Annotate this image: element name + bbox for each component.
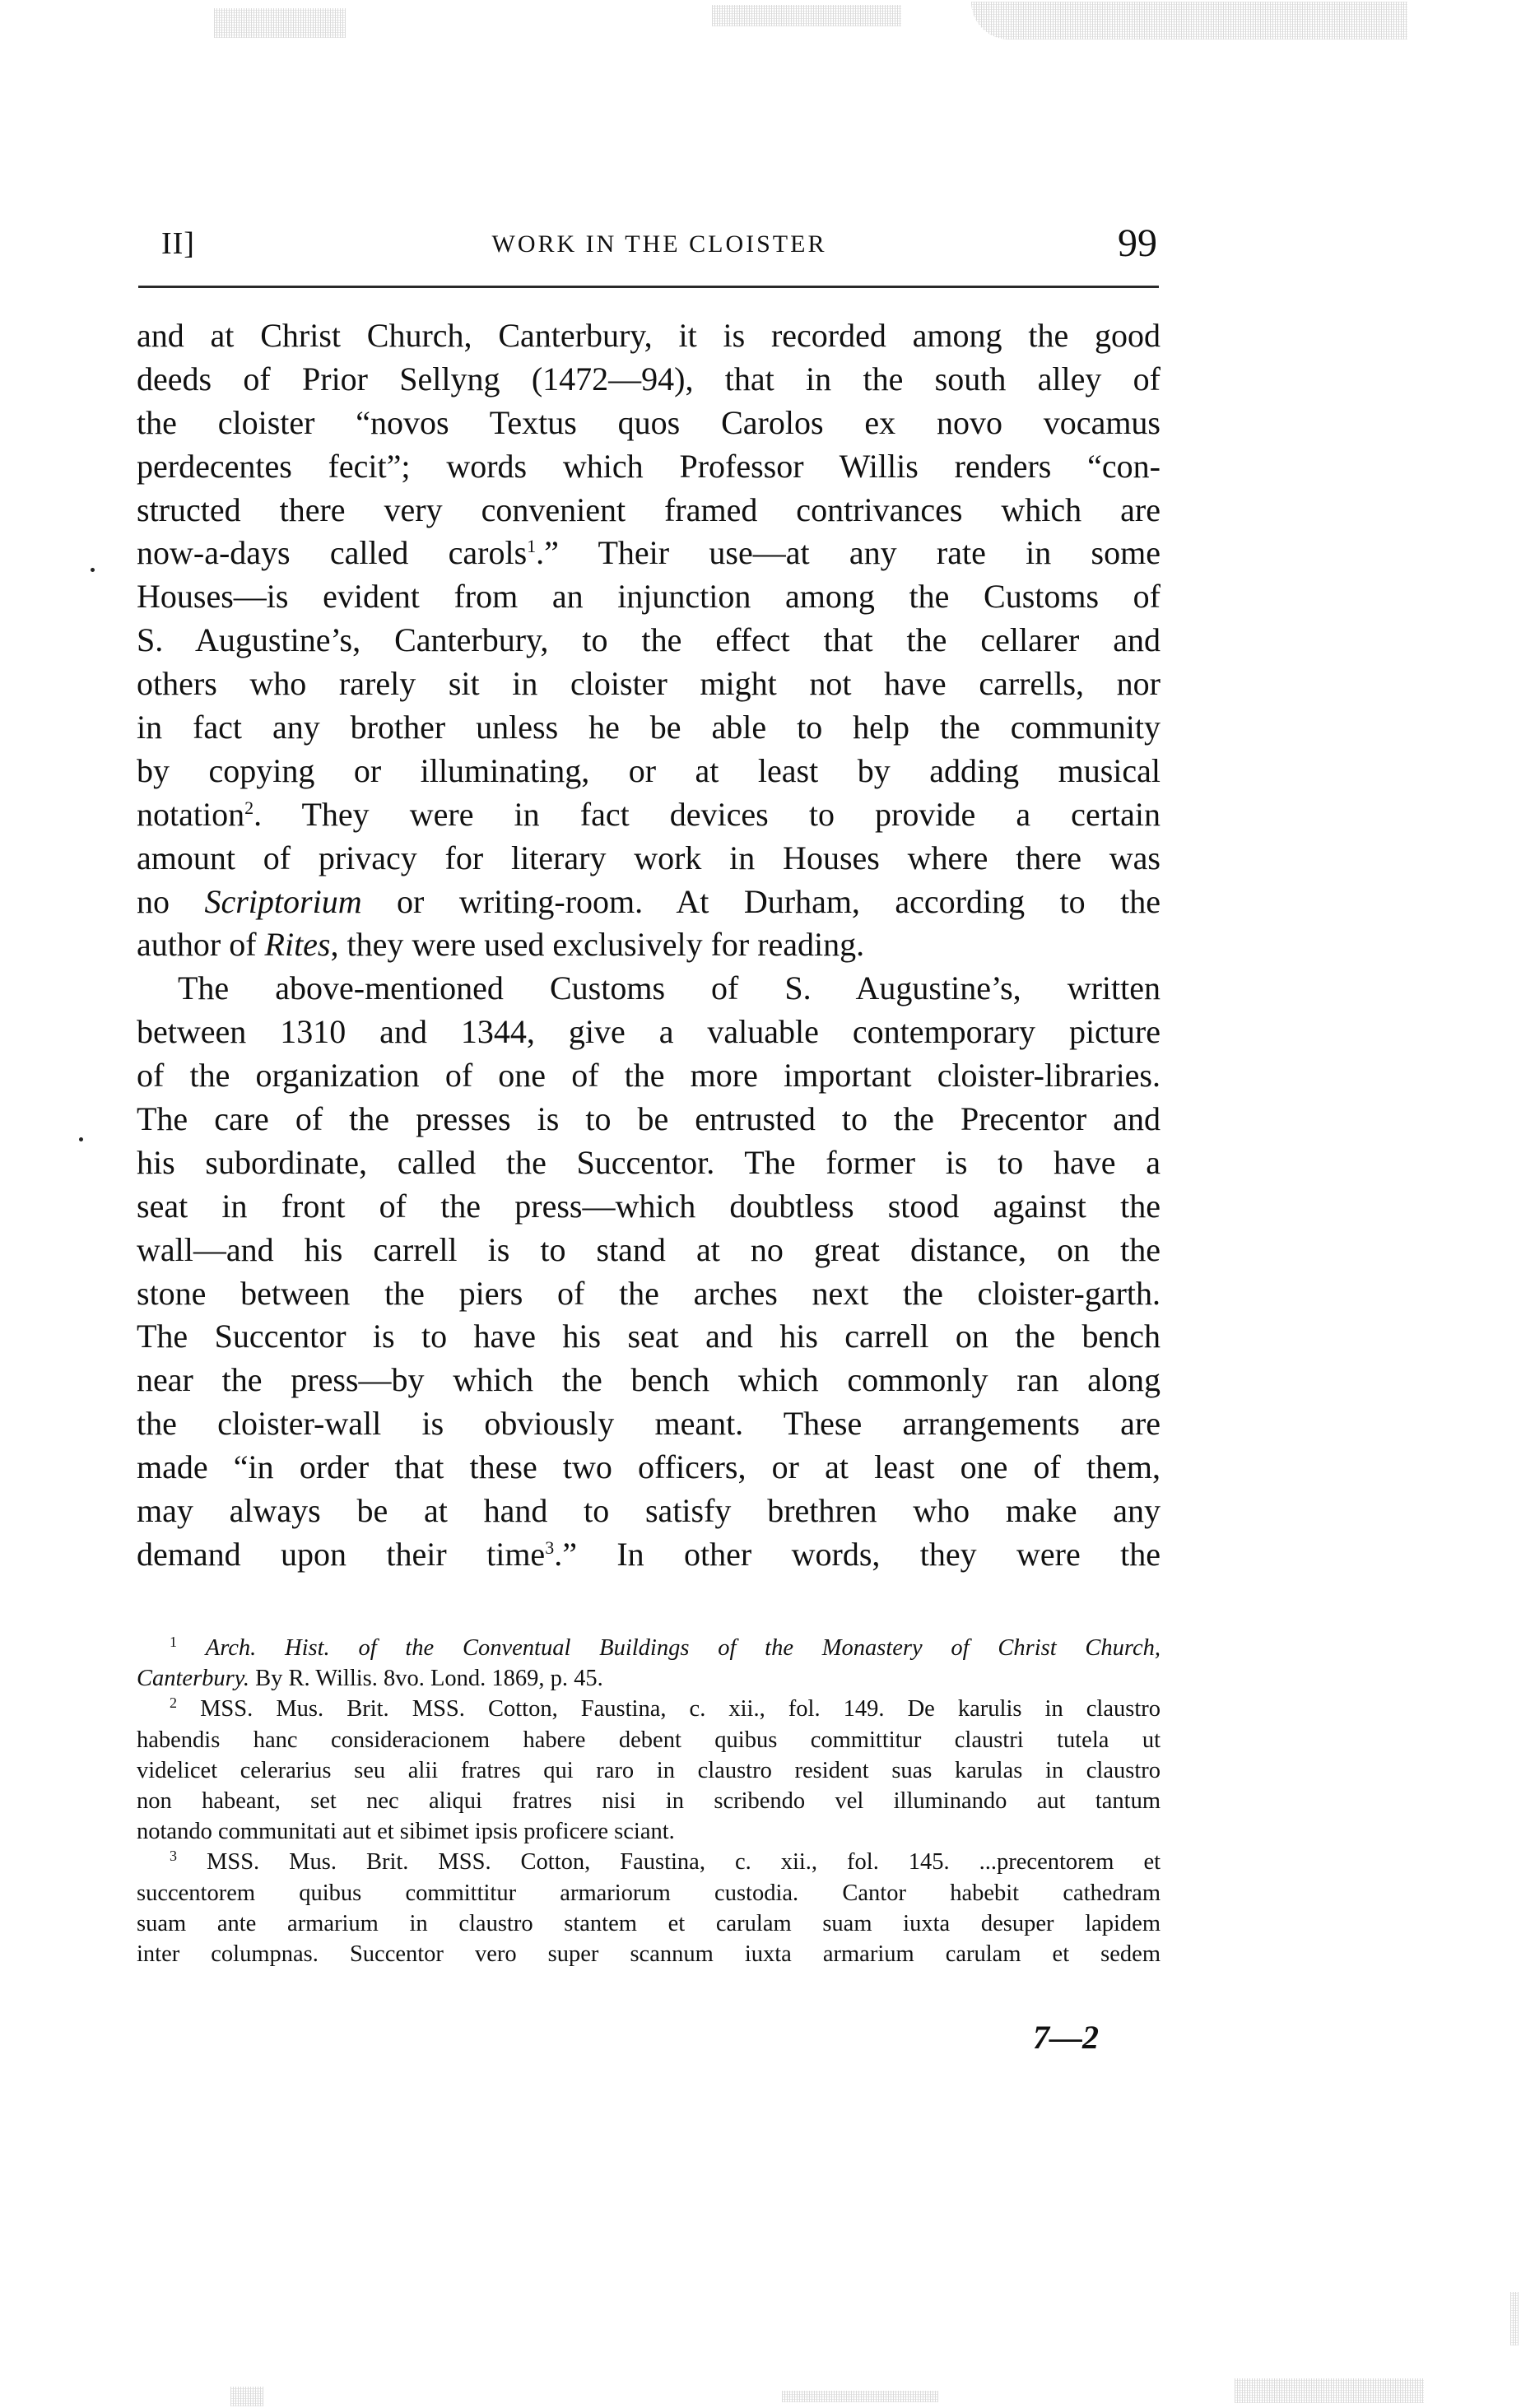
margin-mark-2 [79,1137,83,1141]
footnote-line: succentorem quibus committitur armariorum custodia. Cantor habebit cathedram [137,1880,1161,1906]
chapter-number: II] [161,226,195,261]
text-line: The care of the presses is to be entrusted to the Precentor and [137,1100,1161,1138]
text-line: others who rarely sit in cloister might not have carrells, nor [137,665,1161,703]
footnote-line: videlicet celerarius seu alii fratres qui raro in claustro resident suas karulas in claustro [137,1757,1161,1783]
text-line: his subordinate, called the Succentor. The former is to have a [137,1143,1161,1181]
text-line: structed there very convenient framed contrivances which are [137,490,1161,528]
text-line: no Scriptorium or writing-room. At Durham, according to the [137,882,1161,920]
page-number: 99 [1118,221,1157,265]
margin-mark-1 [91,568,95,572]
scan-artifact-bottom-right [1235,2378,1424,2403]
footnote-line: inter columpnas. Succentor vero super scannum iuxta armarium carulam et sedem [137,1941,1161,1967]
scan-artifact-bottom-center [782,2391,938,2402]
text-line: made “in order that these two officers, or at least one of them, [137,1448,1161,1486]
italic-citation: Canterbury. [137,1666,249,1692]
footnote-line: notando communitati aut et sibimet ipsis proficere sciant. [137,1819,675,1845]
italic-citation: Arch. Hist. of the Conventual Buildings of the Monastery of Christ Church, [205,1635,1161,1661]
text-line: stone between the piers of the arches next the cloister-garth. [137,1274,1161,1312]
italic-title: Rites [264,926,331,964]
footnote-line: $^3$ MSS. Mus. Brit. MSS. Cotton, Faustina, c. xii., fol. 145. ...precentorem et [170,1848,1161,1876]
text-line: Houses—is evident from an injunction among the Customs of [137,578,1161,616]
text-line: notation$^2$. They were in fact devices to provide a certain [137,795,1161,833]
running-title: WORK IN THE CLOISTER [491,230,827,258]
footnotes [137,1633,1161,1969]
footnote-line: suam ante armarium in claustro stantem et carulam suam iuxta desuper lapidem [137,1910,1161,1936]
header-rule [138,286,1159,288]
text-line: may always be at hand to satisfy brethren who make any [137,1492,1161,1530]
footnote-line [137,1633,1161,1663]
text-line: perdecentes fecit”; words which Professor Willis renders “con- [137,447,1161,485]
footnote-reference[interactable]: 2 [244,797,254,818]
text-line: and at Christ Church, Canterbury, it is recorded among the good [137,317,1161,354]
text-line: demand upon their time$^3$.” In other words, they were the [137,1535,1161,1573]
text-line: The above-mentioned Customs of S. Augustine’s, written [178,969,1161,1007]
text-line: author of Rites, they were used exclusively for reading. [137,926,865,964]
italic-title: Scriptorium [204,882,362,920]
footnote-marker: 1 [170,1634,177,1650]
text-line: near the press—by which the bench which commonly ran along [137,1361,1161,1399]
text-line: by copying or illuminating, or at least by adding musical [137,751,1161,789]
text-line: now-a-days called carols$^1$.” Their use—at any rate in some [137,534,1161,572]
scan-artifact-top-center [712,5,901,26]
printer-signature: 7—2 [1033,2019,1099,2056]
scan-artifact-bottom-left [230,2387,263,2406]
footnote-line: $^2$ MSS. Mus. Brit. MSS. Cotton, Faustina, c. xii., fol. 149. De karulis in claustro [170,1694,1161,1722]
text-line: the cloister “novos Textus quos Carolos ex novo vocamus [137,403,1161,441]
running-head [161,221,1157,270]
text-line: S. Augustine’s, Canterbury, to the effect that the cellarer and [137,621,1161,659]
text-line: of the organization of one of the more important cloister-libraries. [137,1057,1161,1095]
footnote-line: non habeant, set nec aliqui fratres nisi in scribendo vel illuminando aut tantum [137,1787,1161,1814]
text-line: seat in front of the press—which doubtless stood against the [137,1187,1161,1225]
body-text [137,314,1161,1577]
text-line: between 1310 and 1344, give a valuable contemporary picture [137,1013,1161,1051]
scan-artifact-top-left [214,8,346,38]
footnote-marker: 3 [170,1848,177,1865]
footnote-reference[interactable]: 3 [545,1536,555,1558]
footnote-reference[interactable]: 1 [527,536,537,557]
footnote-line: Canterbury. By R. Willis. 8vo. Lond. 1869, p. 45. [137,1666,603,1692]
text-line: The Succentor is to have his seat and his carrell on the bench [137,1318,1161,1355]
footnote-marker: 2 [170,1694,177,1712]
text-line: amount of privacy for literary work in Houses where there was [137,839,1161,876]
text-line: deeds of Prior Sellyng (1472—94), that in the south alley of [137,360,1161,397]
scan-artifact-right-edge [1510,2292,1519,2345]
text-line: the cloister-wall is obviously meant. These arrangements are [137,1405,1161,1443]
text-line: in fact any brother unless he be able to help the community [137,709,1161,746]
text-line: wall—and his carrell is to stand at no great distance, on the [137,1230,1161,1268]
scan-artifact-top-right [971,2,1407,40]
footnote-line: habendis hanc consideracionem habere debent quibus committitur claustri tutela ut [137,1727,1161,1753]
